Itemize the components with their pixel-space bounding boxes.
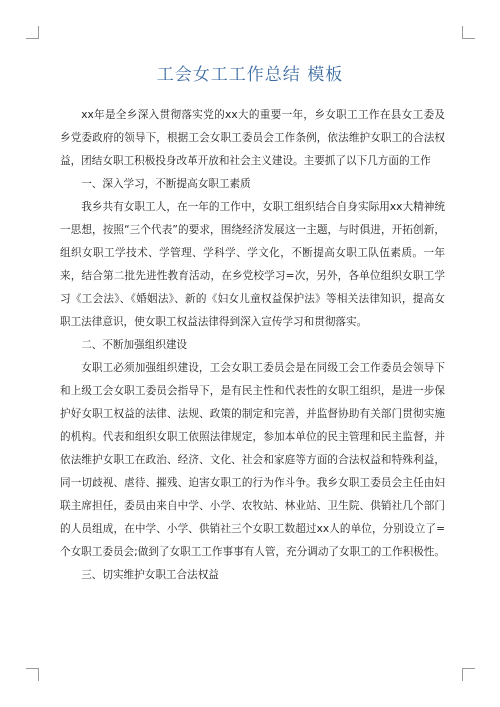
section-heading-1: 一、深入学习，不断提高女职工素质 [81,178,251,190]
section-paragraph-1: 我乡共有女职工人，在一年的工作中，女职工组织结合自身实际用xx大精神统一思想，按照“三个代表”的要求，围绕经济发展这一主题，与时俱进，开拓创新，组织女职工学技术、学管理、学科学、学文化，不断提高女职工队伍素质。一年来，结合第二批先进性教育活动，在乡党校学习=次，另外，各单位组织女职工学习《工会法》、《婚姻法》、新的《妇女儿童权益保护法》等相关法律知识，提高女职工法律意识，使女职工权益法律得到深入宣传学习和贯彻落实。 [60,201,445,328]
crop-mark-top-right [462,26,475,39]
crop-mark-bottom-right [462,668,475,681]
section-heading-3: 三、切实维护女职工合法权益 [81,569,219,581]
intro-paragraph: xx年是全乡深入贯彻落实党的xx大的重要一年，乡女职工工作在县女工委及乡党委政府的领导下，根据工会女职工委员会工作条例，依法维护女职工的合法权益，团结女职工积极投身改革开放和社会主义建设。主要抓了以下几方面的工作 [60,109,445,167]
section-paragraph-2: 女职工必须加强组织建设，工会女职工委员会是在同级工会工作委员会领导下和上级工会女职工委员会指导下，是有民主性和代表性的女职工组织，是进一步保护好女职工权益的法律、法规、政策的制定和完善，并监督协助有关部门贯彻实施的机构。代表和组织女职工依照法律规定，参加本单位的民主管理和民主监督，并依法维护女职工在政治、经济、文化、社会和家庭等方面的合法权益和特殊利益，同一切歧视、虐待、摧残、迫害女职工的行为作斗争。我乡女职工委员会主任由妇联主席担任，委员由来自中学、小学、农牧站、林业站、卫生院、供销社几个部门的人员组成，在中学、小学、供销社三个女职工数超过xx人的单位，分别设立了=个女职工委员会;做到了女职工工作事事有人管，充分调动了女职工的工作积极性。 [60,362,445,558]
crop-mark-bottom-left [26,668,39,681]
document-body [60,104,445,587]
crop-mark-top-left [26,26,39,39]
document-title: 工会女工工作总结 模板 [156,65,344,85]
section-heading-2: 二、不断加强组织建设 [81,339,188,351]
